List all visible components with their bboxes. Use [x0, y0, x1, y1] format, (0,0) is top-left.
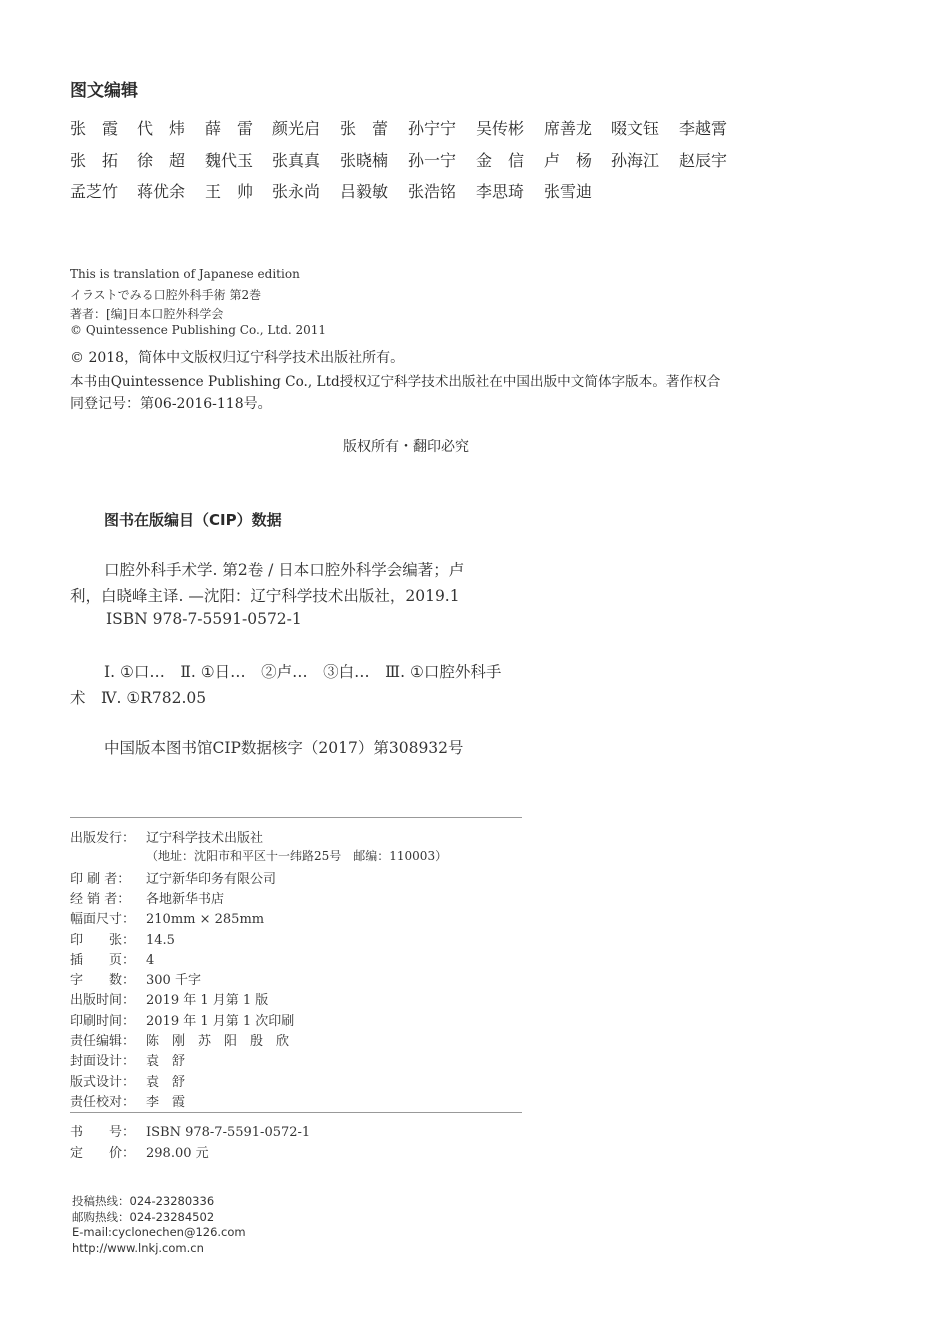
publishing-value: （地址：沈阳市和平区十一纬路25号 邮编：110003） [146, 849, 448, 863]
publishing-label: 插 页： [70, 953, 136, 968]
editor-name: 张永尚 [272, 182, 321, 201]
publishing-row [70, 1050, 185, 1069]
translation-line-4: © Quintessence Publishing Co., Ltd. 2011 [70, 323, 327, 337]
publishing-label: 出版时间： [70, 993, 136, 1008]
publishing-row [70, 989, 268, 1008]
book-number-row [70, 1121, 310, 1140]
cip-isbn: ISBN 978-7-5591-0572-1 [106, 610, 302, 628]
editors-heading: 图文编辑 [70, 81, 138, 101]
publishing-label: 封面设计： [70, 1054, 136, 1069]
editor-name: 孟芝竹 [70, 182, 119, 201]
publishing-label: 印刷时间： [70, 1014, 136, 1029]
mail-order-hotline: 邮购热线：024-23284502 [72, 1210, 215, 1224]
publishing-value: 2019 年 1 月第 1 版 [146, 993, 269, 1008]
book-number: ISBN 978-7-5591-0572-1 [146, 1125, 311, 1140]
publishing-value: 辽宁新华印务有限公司 [146, 872, 277, 887]
publishing-row [70, 908, 264, 927]
publishing-row [70, 868, 276, 887]
editor-name: 蒋优余 [137, 182, 186, 201]
editor-name: 王 帅 [205, 182, 254, 201]
publishing-row [70, 888, 224, 907]
editor-name: 金 信 [476, 151, 525, 170]
book-number-label: 书 号： [70, 1125, 136, 1140]
editor-name: 赵辰宇 [679, 151, 728, 170]
editor-name: 张浩铭 [408, 182, 457, 201]
publishing-label: 责任校对： [70, 1095, 136, 1110]
publishing-row [70, 929, 175, 948]
cip-record-no: 中国版本图书馆CIP数据核字（2017）第308932号 [104, 739, 464, 757]
publishing-label: 印 刷 者： [70, 872, 131, 887]
editor-name: 张真真 [272, 151, 321, 170]
cip-line-2: 利，白晓峰主译. —沈阳：辽宁科学技术出版社，2019.1 [70, 587, 460, 605]
editor-name: 吕毅敏 [340, 182, 389, 201]
editor-name: 卢 杨 [544, 151, 593, 170]
editor-name: 孙海江 [611, 151, 660, 170]
publishing-value: 袁 舒 [146, 1054, 186, 1069]
publishing-label: 版式设计： [70, 1075, 136, 1090]
publishing-row [70, 1091, 185, 1110]
publishing-value: 300 千字 [146, 973, 201, 988]
website-url: http://www.lnkj.com.cn [72, 1241, 204, 1255]
editor-name: 魏代玉 [205, 151, 254, 170]
publishing-value: 2019 年 1 月第 1 次印刷 [146, 1014, 295, 1029]
cip-line-5: 术 Ⅳ. ①R782.05 [70, 689, 207, 707]
divider-middle [70, 1112, 522, 1113]
translation-line-1: This is translation of Japanese edition [70, 267, 300, 281]
editor-name: 张雪迪 [544, 182, 593, 201]
publishing-label: 幅面尺寸： [70, 912, 136, 927]
editor-name: 张晓楠 [340, 151, 389, 170]
copyright-line-2: 本书由Quintessence Publishing Co., Ltd授权辽宁科学技术出版社在中国出版中文简体字版本。著作权合 [70, 374, 721, 390]
editor-name: 吴传彬 [476, 119, 525, 138]
publishing-value: 4 [146, 953, 155, 968]
publishing-value: 陈 刚 苏 阳 殷 欣 [146, 1034, 290, 1049]
publishing-row [70, 1030, 289, 1049]
price-label: 定 价： [70, 1146, 136, 1161]
publishing-value: 辽宁科学技术出版社 [146, 831, 264, 846]
editor-name: 张 拓 [70, 151, 119, 170]
copyright-line-3: 同登记号：第06-2016-118号。 [70, 396, 272, 412]
translation-line-2: イラストでみる口腔外科手術 第2巻 [70, 288, 262, 302]
editor-name: 张 蕾 [340, 119, 389, 138]
publishing-label: 字 数： [70, 973, 136, 988]
editor-name: 代 炜 [137, 119, 186, 138]
publishing-row [70, 1010, 294, 1029]
publishing-value: 14.5 [146, 933, 175, 948]
publishing-row [70, 969, 201, 988]
price: 298.00 元 [146, 1146, 209, 1161]
editor-name: 孙一宁 [408, 151, 457, 170]
editor-name: 啜文钰 [611, 119, 660, 138]
publishing-label: 经 销 者： [70, 892, 131, 907]
translation-line-3: 著者：[编]日本口腔外科学会 [70, 307, 224, 321]
editor-name: 颜光启 [272, 119, 321, 138]
cip-line-1: 口腔外科手术学. 第2卷 / 日本口腔外科学会编著；卢 [104, 561, 465, 579]
publishing-label: 责任编辑： [70, 1034, 136, 1049]
publishing-label: 出版发行： [70, 831, 136, 846]
publishing-row [70, 847, 447, 864]
publishing-label: 印 张： [70, 933, 136, 948]
divider-top [70, 817, 522, 818]
editor-name: 薛 雷 [205, 119, 254, 138]
editor-name: 李越霄 [679, 119, 728, 138]
editor-name: 张 霞 [70, 119, 119, 138]
publishing-row [70, 827, 263, 846]
submission-hotline: 投稿热线：024-23280336 [72, 1194, 215, 1208]
publishing-row [70, 1071, 185, 1090]
email-address: E-mail:cyclonechen@126.com [72, 1225, 246, 1239]
publishing-value: 李 霞 [146, 1095, 186, 1110]
publishing-value: 210mm × 285mm [146, 912, 265, 927]
publishing-value: 各地新华书店 [146, 892, 225, 907]
editor-name: 孙宁宁 [408, 119, 457, 138]
price-row [70, 1142, 209, 1161]
editor-name: 席善龙 [544, 119, 593, 138]
cip-heading: 图书在版编目（CIP）数据 [104, 511, 282, 529]
editor-name: 徐 超 [137, 151, 186, 170]
rights-reserved: 版权所有・翻印必究 [343, 439, 469, 455]
cip-line-4: Ⅰ. ①口… Ⅱ. ①日… ②卢… ③白… Ⅲ. ①口腔外科手 [104, 663, 502, 681]
publishing-row [70, 949, 154, 968]
copyright-line-1: © 2018，简体中文版权归辽宁科学技术出版社所有。 [70, 350, 405, 366]
editor-name: 李思琦 [476, 182, 525, 201]
publishing-value: 袁 舒 [146, 1075, 186, 1090]
